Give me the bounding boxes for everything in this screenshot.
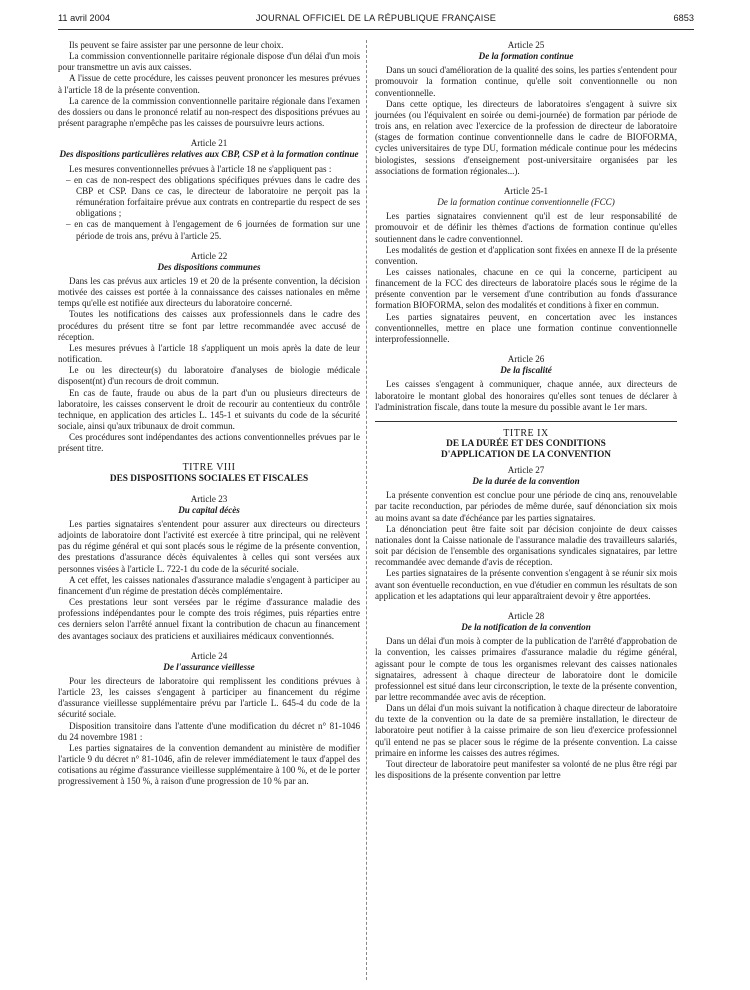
article-title: Des dispositions communes [157, 261, 261, 272]
paragraph: Dans un souci d'amélioration de la qualité des soins, les parties s'entendent pour promouvoir la formation continue, qu'elle soit conventionnelle ou non conventionnelle. [375, 65, 677, 98]
paragraph: Les parties signataires de la présente convention s'engagent à se réunir six mois avant son éventuelle reconduction, en vue d'étudier en commun les résultats de son application et les adaptations qui leur apparaîtraient devoir y être apportées. [375, 568, 677, 601]
paragraph: Les mesures prévues à l'article 18 s'appliquent un mois après la date de leur notification. [58, 342, 360, 365]
paragraph: La commission conventionnelle paritaire régionale dispose d'un délai d'un mois pour transmettre un avis aux caisses. [58, 51, 360, 73]
article-heading: Article 26 [507, 354, 545, 365]
paragraph: A cet effet, les caisses nationales d'assurance maladie s'engagent à participer au financement d'un régime de prestation décès complémentaire. [58, 574, 360, 596]
article-title: Du capital décès [178, 504, 240, 515]
column-divider [366, 40, 367, 980]
paragraph: Les parties signataires s'entendent pour assurer aux directeurs ou directeurs adjoints de laboratoire dont l'activité est exercée à titre principal, qui ne relèvent pas du régime général et qui sont placés sous le régime de la présente convention, des prestations d'assurance décès équivalentes à celles qui sont versées aux personnes visées à l'article L. 722-1 du code de la sécurité sociale. [58, 518, 360, 574]
article-heading: Article 28 [507, 610, 545, 621]
article-title: De la fiscalité [500, 365, 552, 376]
titre-heading: TITRE VIII [182, 462, 236, 474]
page-number: 6853 [673, 13, 694, 23]
article-heading: Article 24 [190, 650, 228, 661]
paragraph: La dénonciation peut être faite soit par décision conjointe de deux caisses nationales dont la Caisse nationale de l'assurance maladie des travailleurs salariés, soit par décision de l'ensemble des organisations syndicales signataires, par lettre recommandée avec demande d'avis de réception. [375, 523, 677, 568]
paragraph: Ces prestations leur sont versées par le régime d'assurance maladie des professions indépendantes pour le compte des trois régimes, puis réparties entre ces derniers selon l'arrêté annuel fixant la contribution de chacun au financement des avantages sociaux des praticiens et auxiliaires médicaux conventionnés. [58, 597, 360, 641]
article-title: De l'assurance vieillesse [163, 661, 255, 672]
section-rule [375, 421, 677, 422]
paragraph: La présente convention est conclue pour une période de cinq ans, renouvelable par tacite reconduction, par périodes de même durée, sauf dénonciation six mois au moins avant sa date d'échéance par les parties signataires. [375, 490, 677, 523]
paragraph: Les caisses s'engagent à communiquer, chaque année, aux directeurs de laboratoire le montant global des honoraires qu'elles sont tenues de déclarer à l'administration fiscale, dans toute la mesure du possible avant le 1er mars. [375, 379, 677, 412]
article-title: De la formation continue [478, 51, 574, 62]
article-title: De la notification de la convention [461, 622, 591, 633]
article-title: De la formation continue conventionnelle (FCC) [437, 197, 615, 208]
paragraph: A l'issue de cette procédure, les caisses peuvent prononcer les mesures prévues à l'article 18 de la présente convention. [58, 73, 360, 95]
article-heading: Article 23 [190, 493, 228, 504]
titre-heading: TITRE IX [503, 427, 549, 439]
page-header [58, 13, 694, 27]
list-item: – en cas de non-respect des obligations spécifiques prévues dans le cadre des CBP et CSP. Dans ce cas, le directeur de laboratoire ne perçoit pas la rémunération forfaitaire prévue aux contrats en contrepartie du respect de ses obligations ; [66, 174, 360, 219]
paragraph: Les caisses nationales, chacune en ce qui la concerne, participent au financement de la FCC des directeurs de laboratoire placés sous le régime de la présente convention par le versement d'une contribution au fonds d'assurance formation BIOFORMA, selon des modalités et conditions à fixer en commun. [375, 266, 677, 311]
paragraph: Les mesures conventionnelles prévues à l'article 18 ne s'appliquent pas : [69, 163, 332, 174]
article-heading: Article 25 [507, 40, 545, 50]
paragraph: Disposition transitoire dans l'attente d'une modification du décret n° 81-1046 du 24 novembre 1981 : [58, 720, 360, 742]
titre-subtitle: DE LA DURÉE ET DES CONDITIONS [446, 439, 606, 449]
paragraph: Le ou les directeur(s) du laboratoire d'analyses de biologie médicale disposent(nt) d'un recours de droit commun. [58, 365, 360, 387]
article-heading: Article 27 [507, 465, 545, 475]
list-item: – en cas de manquement à l'engagement de 6 journées de formation sur une période de trois ans, prévu à l'article 25. [66, 219, 360, 241]
paragraph: Dans un délai d'un mois suivant la notification à chaque directeur de laboratoire du texte de la convention ou la date de sa première installation, le directeur de laboratoire peut notifier à la caisse primaire de son lieu d'exercice professionnel qu'il entend ne pas se placer sous le régime de la présente convention. La caisse primaire en informe les caisses des autres régimes. [375, 703, 677, 758]
paragraph: Toutes les notifications des caisses aux professionnels dans le cadre des procédures du présent titre se font par lettre recommandée avec accusé de réception. [58, 309, 360, 342]
paragraph: Ces procédures sont indépendantes des actions conventionnelles prévues par le présent titre. [58, 432, 360, 454]
paragraph: Tout directeur de laboratoire peut manifester sa volonté de ne plus être régi par les dispositions de la présente convention par lettre [375, 758, 677, 781]
paragraph: Dans cette optique, les directeurs de laboratoires s'engagent à suivre six journées (ou l'équivalent en soirée ou demi-journée) de formation par période de trois ans, en relation avec l'exercice de la profession de directeur de laboratoire (stages de formation continue conventionnelle dans le cadre de BIOFORMA, cycles universitaires de type DU, formation médicale continue pour les médecins biologistes, sessions d'enseignement post-universitaire organisées par les associations de formation régionales...). [375, 98, 677, 176]
journal-title: JOURNAL OFFICIEL DE LA RÉPUBLIQUE FRANÇAISE [255, 13, 497, 23]
paragraph: Dans un délai d'un mois à compter de la publication de l'arrêté d'approbation de la convention, les caisses primaires d'assurance maladie du régime général, agissant pour le compte de tous les organismes relevant des caisses nationales signataires, adressent à chaque directeur de laboratoire dont le domicile professionnel est situé dans leur circonscription, le texte de la présente convention, par lettre recommandée avec avis de réception. [375, 636, 677, 702]
right-column [375, 40, 677, 781]
header-rule [58, 29, 694, 30]
paragraph: Les modalités de gestion et d'application sont fixées en annexe II de la présente convention. [375, 244, 677, 266]
paragraph: Dans les cas prévus aux articles 19 et 20 de la présente convention, la décision motivée des caisses est portée à la connaissance des caisses nationales en même temps qu'elle est notifiée aux directeurs du laboratoire concerné. [58, 275, 360, 309]
titre-subtitle: DES DISPOSITIONS SOCIALES ET FISCALES [109, 473, 309, 484]
article-heading: Article 21 [190, 138, 228, 149]
paragraph: Ils peuvent se faire assister par une personne de leur choix. [69, 40, 284, 50]
issue-date: 11 avril 2004 [58, 13, 110, 23]
article-heading: Article 25-1 [503, 185, 549, 196]
paragraph: Les parties signataires peuvent, en concertation avec les instances conventionnelles, mettre en place une formation continue conventionnelle interprofessionnelle. [375, 311, 677, 344]
titre-subtitle: D'APPLICATION DE LA CONVENTION [440, 450, 612, 460]
paragraph: Les parties signataires de la convention demandent au ministère de modifier l'article 9 du décret n° 81-1046, afin de relever immédiatement le taux d'appel des cotisations au régime d'assurance vieillesse supplémentaire à 100 %, et de le porter progressivement à 150 %, à raison d'une progression de 10 % par an. [58, 742, 360, 787]
paragraph: La carence de la commission conventionnelle paritaire régionale dans l'examen des dossiers ou dans le prononcé relatif au non-respect des dispositions prévues au présent paragraphe n'empêche pas les caisses de poursuivre leurs actions. [58, 95, 360, 129]
paragraph: En cas de faute, fraude ou abus de la part d'un ou plusieurs directeurs de laboratoire, les caisses conservent le droit de recourir au contentieux du contrôle technique, en application des articles L. 145-1 et suivants du code de la sécurité sociale, ainsi qu'aux tribunaux de droit commun. [58, 387, 360, 431]
article-heading: Article 22 [190, 250, 228, 261]
article-title: De la durée de la convention [472, 476, 580, 487]
paragraph: Pour les directeurs de laboratoire qui remplissent les conditions prévues à l'article 23, les caisses s'engagent à participer au financement du régime d'assurance vieillesse supplémentaire prévu par l'article L. 645-4 du code de la sécurité sociale. [58, 675, 360, 720]
article-title: Des dispositions particulières relatives aux CBP, CSP et à la formation continue [59, 149, 359, 160]
left-column [58, 40, 360, 788]
paragraph: Les parties signataires conviennent qu'il est de leur responsabilité de promouvoir et de définir les thèmes d'actions de formation continue qu'elles soutiennent dans le cadre conventionnel. [375, 211, 677, 244]
